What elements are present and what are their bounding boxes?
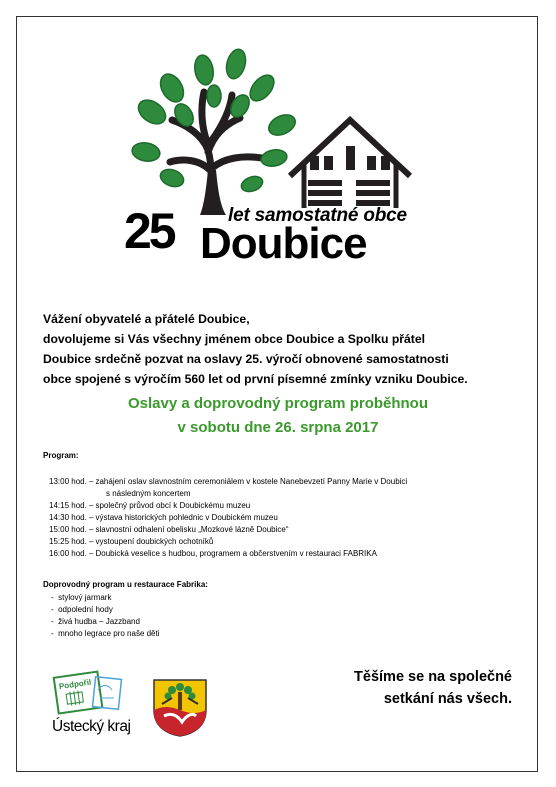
intro-line: Doubice srdečně pozvat na oslavy 25. výročí obnovené samostatnosti — [43, 352, 449, 366]
side-program-label: Doprovodný program u restaurace Fabrika: — [43, 580, 208, 589]
greeting: Vážení obyvatelé a přátelé Doubice, — [43, 312, 250, 326]
logo-subtitle: let samostatné obce — [228, 205, 407, 226]
program-item — [49, 512, 407, 524]
closing-text — [354, 666, 512, 710]
tree-icon — [131, 47, 299, 215]
side-program-list — [51, 592, 160, 640]
program-item — [49, 476, 407, 488]
sponsor-name: Ústecký kraj — [52, 718, 131, 735]
program-text: společný průvod obcí k Doubickému muzeu — [95, 501, 251, 510]
program-item — [49, 500, 407, 512]
program-text: vystoupení doubických ochotníků — [95, 537, 214, 546]
program-time: 15:25 hod. – — [49, 537, 94, 546]
program-time: 16:00 hod. – — [49, 549, 94, 558]
list-item: - stylový jarmark — [51, 593, 112, 602]
program-time: 14:30 hod. – — [49, 513, 94, 522]
program-time: 14:15 hod. – — [49, 501, 94, 510]
list-item: - živá hudba – Jazzband — [51, 617, 140, 626]
intro-line: obce spojené s výročím 560 let od první písemné zmínky vzniku Doubice. — [43, 372, 468, 386]
program-text: Doubická veselice s hudbou, programem a občerstvením v restauraci FABRIKA — [95, 549, 377, 558]
program-item-cont: s následným koncertem — [106, 489, 191, 498]
program-text: výstava historických pohlednic v Doubickém muzeu — [95, 513, 278, 522]
intro-line: dovolujeme si Vás všechny jménem obce Doubice a Spolku přátel — [43, 332, 426, 346]
closing-line: Těšíme se na společné — [354, 669, 512, 685]
logo-name: Doubice — [200, 219, 367, 268]
program-time: 13:00 hod. – — [49, 477, 94, 486]
program-text: zahájení oslav slavnostním ceremoniálem v kostele Nanebevzetí Panny Marie v Doubici — [95, 477, 408, 486]
program-list — [49, 476, 407, 560]
logo-number: 25 — [124, 203, 174, 259]
program-label: Program: — [43, 451, 79, 460]
program-time: 15:00 hod. – — [49, 525, 94, 534]
list-item: - odpolední hody — [51, 605, 113, 614]
program-text: slavnostní odhalení obelisku „Mozkové lázně Doubice“ — [95, 525, 289, 534]
house-icon — [290, 120, 410, 208]
closing-line: setkání nás všech. — [383, 691, 512, 707]
svg-text:Podpořil: Podpořil — [58, 677, 92, 692]
event-headline: Oslavy a doprovodný program proběhnou — [127, 395, 429, 412]
invitation-text — [43, 309, 513, 389]
program-item — [49, 524, 407, 536]
program-item — [49, 548, 407, 560]
program-item — [49, 536, 407, 548]
coat-of-arms-icon — [150, 676, 210, 738]
list-item: - mnoho legrace pro naše děti — [51, 629, 160, 638]
event-date: v sobotu dne 26. srpna 2017 — [177, 419, 379, 436]
